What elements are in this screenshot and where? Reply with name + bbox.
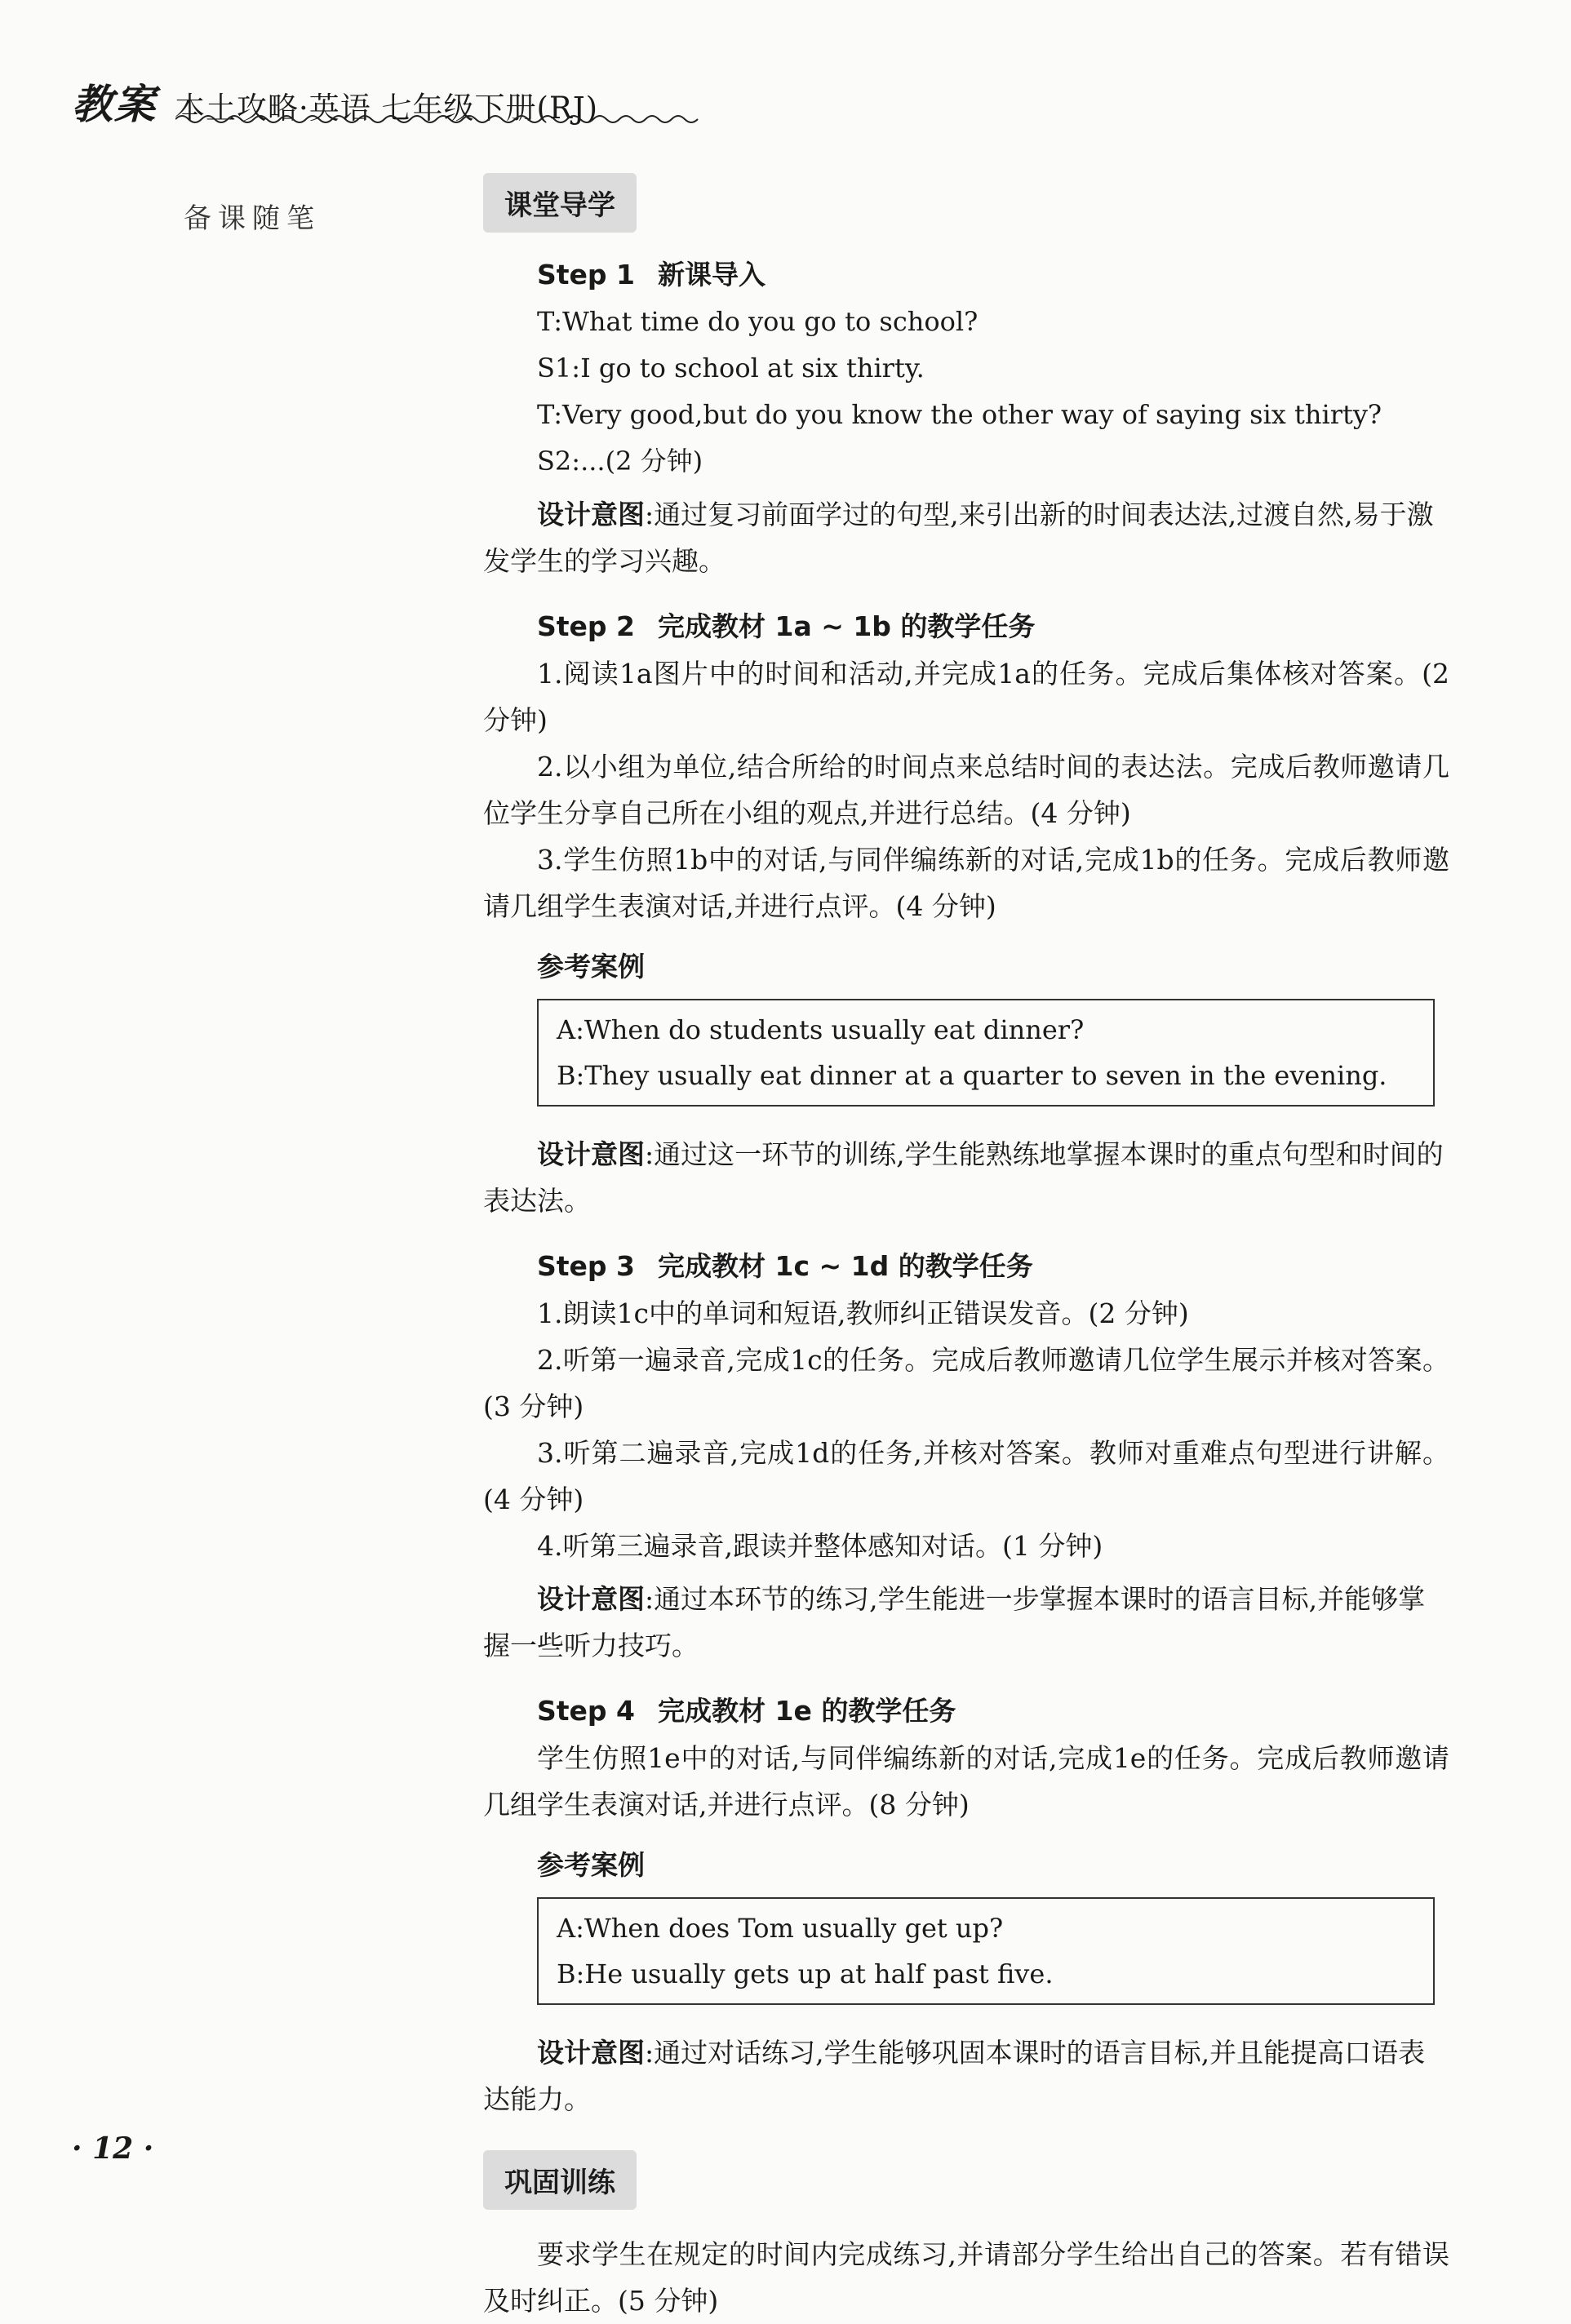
intent-label: 设计意图 bbox=[537, 1138, 645, 1170]
dialogue-line: S2:...(2 分钟) bbox=[537, 446, 703, 477]
intent-text: :通过复习前面学过的句型,来引出新的时间表达法,过渡自然,易于激发学生的学习兴趣。 bbox=[483, 499, 1434, 577]
intent-label: 设计意图 bbox=[537, 499, 645, 530]
reference-case-box bbox=[537, 999, 1435, 1107]
step-1-title bbox=[537, 254, 1449, 292]
step-number: Step 3 bbox=[537, 1250, 635, 1282]
page-number: · 12 · bbox=[72, 2131, 154, 2166]
design-intent bbox=[483, 1131, 1449, 1224]
task-item: 3.听第二遍录音,完成1d的任务,并核对答案。教师对重难点句型进行讲解。(4 分钟) bbox=[483, 1437, 1449, 1515]
section-tag-consolidation: 巩固训练 bbox=[483, 2150, 637, 2210]
step-heading: 完成教材 1a ~ 1b 的教学任务 bbox=[658, 610, 1036, 642]
intent-label: 设计意图 bbox=[537, 2037, 645, 2069]
step-heading: 新课导入 bbox=[658, 259, 766, 290]
intent-text: :通过这一环节的训练,学生能熟练地掌握本课时的重点句型和时间的表达法。 bbox=[483, 1138, 1444, 1217]
step-heading: 完成教材 1e 的教学任务 bbox=[658, 1695, 956, 1727]
header-subtitle: 本土攻略·英语 七年级下册(RJ) bbox=[175, 91, 599, 126]
design-intent bbox=[483, 2029, 1449, 2122]
intent-label: 设计意图 bbox=[537, 1583, 645, 1615]
design-intent bbox=[483, 1576, 1449, 1669]
task-item: 学生仿照1e中的对话,与同伴编练新的对话,完成1e的任务。完成后教师邀请几组学生表演对话,并进行点评。(8 分钟) bbox=[483, 1742, 1449, 1821]
task-item: 1.朗读1c中的单词和短语,教师纠正错误发音。(2 分钟) bbox=[537, 1297, 1189, 1329]
task-item: 1.阅读1a图片中的时间和活动,并完成1a的任务。完成后集体核对答案。(2 分钟) bbox=[483, 658, 1449, 736]
intent-text: :通过对话练习,学生能够巩固本课时的语言目标,并且能提高口语表达能力。 bbox=[483, 2037, 1426, 2115]
consolidation-text: 要求学生在规定的时间内完成练习,并请部分学生给出自己的答案。若有错误及时纠正。(5 分钟) bbox=[483, 2238, 1449, 2317]
reference-case-label: 参考案例 bbox=[537, 951, 645, 982]
reference-case-label: 参考案例 bbox=[537, 1849, 645, 1881]
reference-case-box bbox=[537, 1897, 1435, 2005]
case-line: B:He usually gets up at half past five. bbox=[557, 1958, 1054, 1989]
header-wave-decoration bbox=[175, 111, 706, 127]
step-number: Step 1 bbox=[537, 259, 635, 290]
task-item: 2.以小组为单位,结合所给的时间点来总结时间的表达法。完成后教师邀请几位学生分享自己所在小组的观点,并进行总结。(4 分钟) bbox=[483, 751, 1449, 829]
case-line: A:When do students usually eat dinner? bbox=[557, 1014, 1085, 1045]
brand-title: 教案 bbox=[72, 81, 157, 128]
step-3-title bbox=[537, 1245, 1449, 1284]
dialogue-line: T:Very good,but do you know the other way of saying six thirty? bbox=[537, 399, 1382, 430]
step-4-title bbox=[537, 1690, 1449, 1728]
case-line: A:When does Tom usually get up? bbox=[557, 1913, 1004, 1944]
case-line: B:They usually eat dinner at a quarter to seven in the evening. bbox=[557, 1060, 1387, 1091]
task-item: 3.学生仿照1b中的对话,与同伴编练新的对话,完成1b的任务。完成后教师邀请几组学生表演对话,并进行点评。(4 分钟) bbox=[483, 844, 1449, 922]
task-item: 4.听第三遍录音,跟读并整体感知对话。(1 分钟) bbox=[537, 1530, 1103, 1562]
main-content bbox=[483, 173, 1449, 2324]
step-2-title bbox=[537, 605, 1449, 644]
intent-text: :通过本环节的练习,学生能进一步掌握本课时的语言目标,并能够掌握一些听力技巧。 bbox=[483, 1583, 1426, 1661]
step-number: Step 4 bbox=[537, 1695, 635, 1727]
task-item: 2.听第一遍录音,完成1c的任务。完成后教师邀请几位学生展示并核对答案。(3 分钟) bbox=[483, 1344, 1449, 1422]
margin-note: 备课随笔 bbox=[184, 202, 321, 235]
dialogue-line: T:What time do you go to school? bbox=[537, 306, 979, 337]
step-heading: 完成教材 1c ~ 1d 的教学任务 bbox=[658, 1250, 1033, 1282]
section-tag-guided-learning: 课堂导学 bbox=[483, 173, 637, 233]
design-intent bbox=[483, 491, 1449, 584]
dialogue-line: S1:I go to school at six thirty. bbox=[537, 353, 925, 384]
step-number: Step 2 bbox=[537, 610, 635, 642]
